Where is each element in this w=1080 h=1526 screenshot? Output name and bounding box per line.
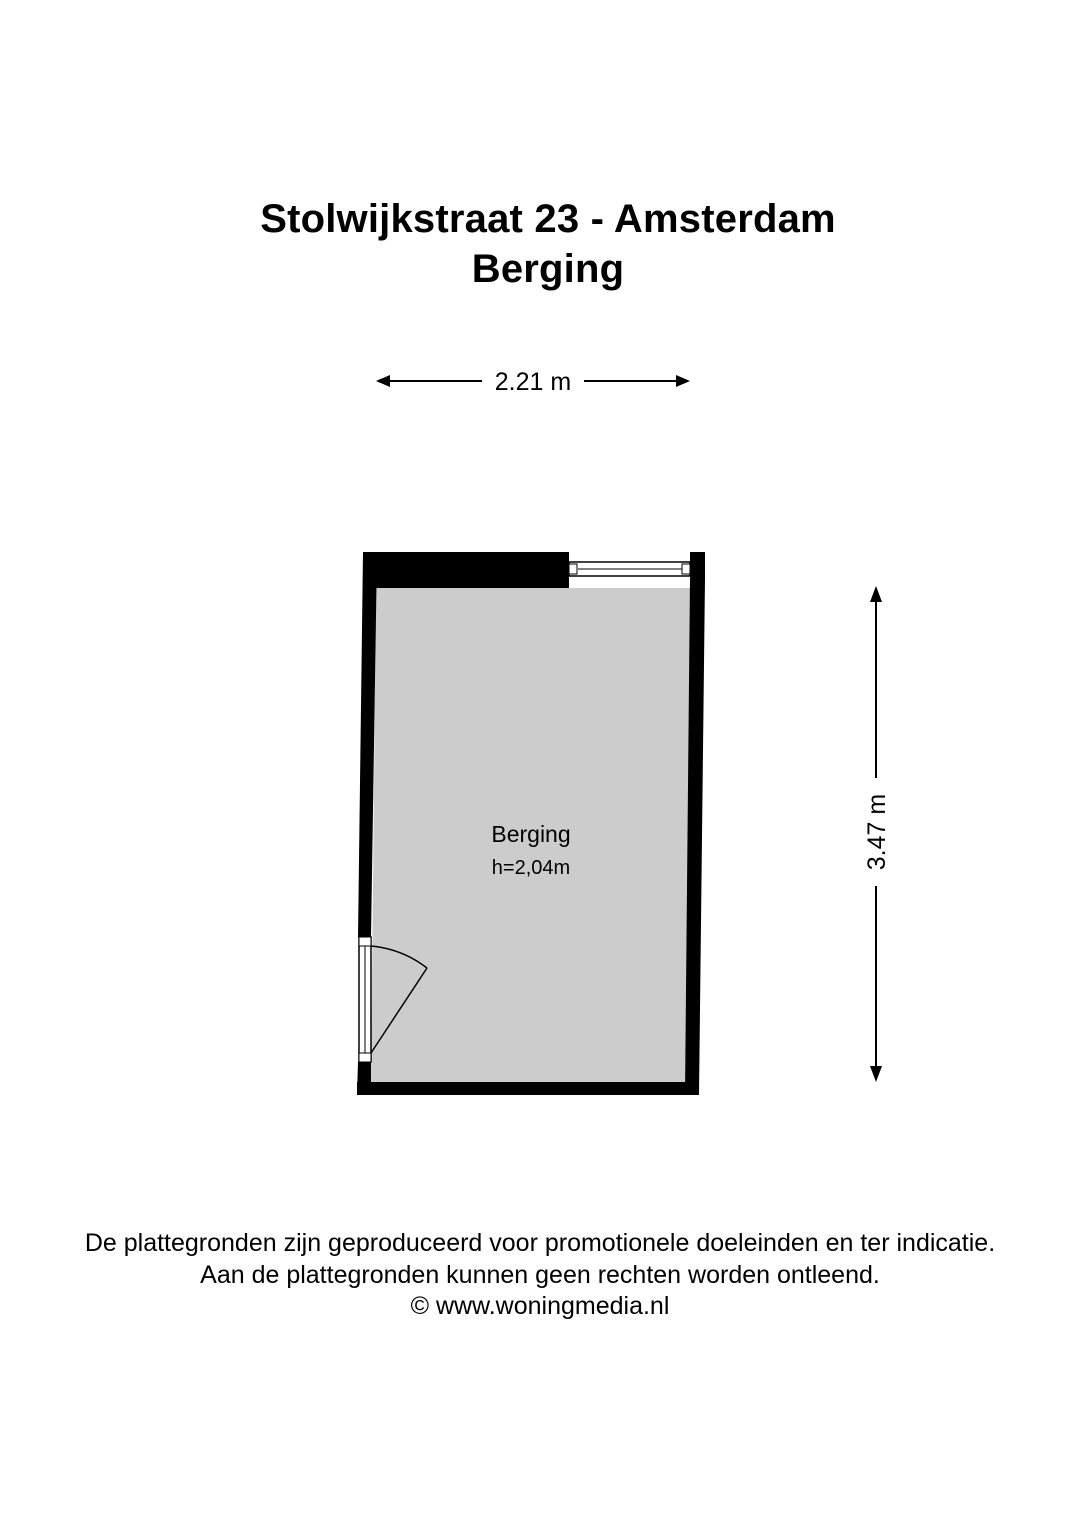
disclaimer-line-1: De plattegronden zijn geproduceerd voor promotionele doeleinden en ter indicatie. bbox=[84, 1229, 996, 1257]
room-name: Berging bbox=[491, 821, 571, 847]
width-arrow-right-icon bbox=[676, 375, 690, 387]
window-jamb-left bbox=[569, 564, 577, 574]
wall-top-left bbox=[363, 552, 569, 588]
door-jamb-top bbox=[359, 937, 371, 946]
depth-label: 3.47 m bbox=[863, 793, 891, 871]
disclaimer-line-2: Aan de plattegronden kunnen geen rechten worden ontleend. bbox=[200, 1261, 880, 1289]
depth-arrow-top-icon bbox=[870, 586, 882, 602]
door-jamb-bottom bbox=[359, 1053, 371, 1062]
depth-arrow-bottom-icon bbox=[870, 1066, 882, 1082]
floor-title: Berging bbox=[471, 247, 625, 291]
window bbox=[569, 562, 690, 576]
page-title: Stolwijkstraat 23 - Amsterdam bbox=[260, 197, 836, 241]
width-arrow-left-icon bbox=[376, 375, 390, 387]
width-label: 2.21 m bbox=[494, 368, 572, 396]
room-height: h=2,04m bbox=[491, 857, 571, 879]
copyright-notice: © www.woningmedia.nl bbox=[410, 1292, 670, 1320]
wall-top-right-post bbox=[690, 552, 705, 578]
window-jamb-right bbox=[682, 564, 690, 574]
wall-bottom bbox=[357, 1082, 699, 1095]
depth-dimension bbox=[863, 586, 891, 1082]
width-dimension bbox=[376, 368, 690, 396]
